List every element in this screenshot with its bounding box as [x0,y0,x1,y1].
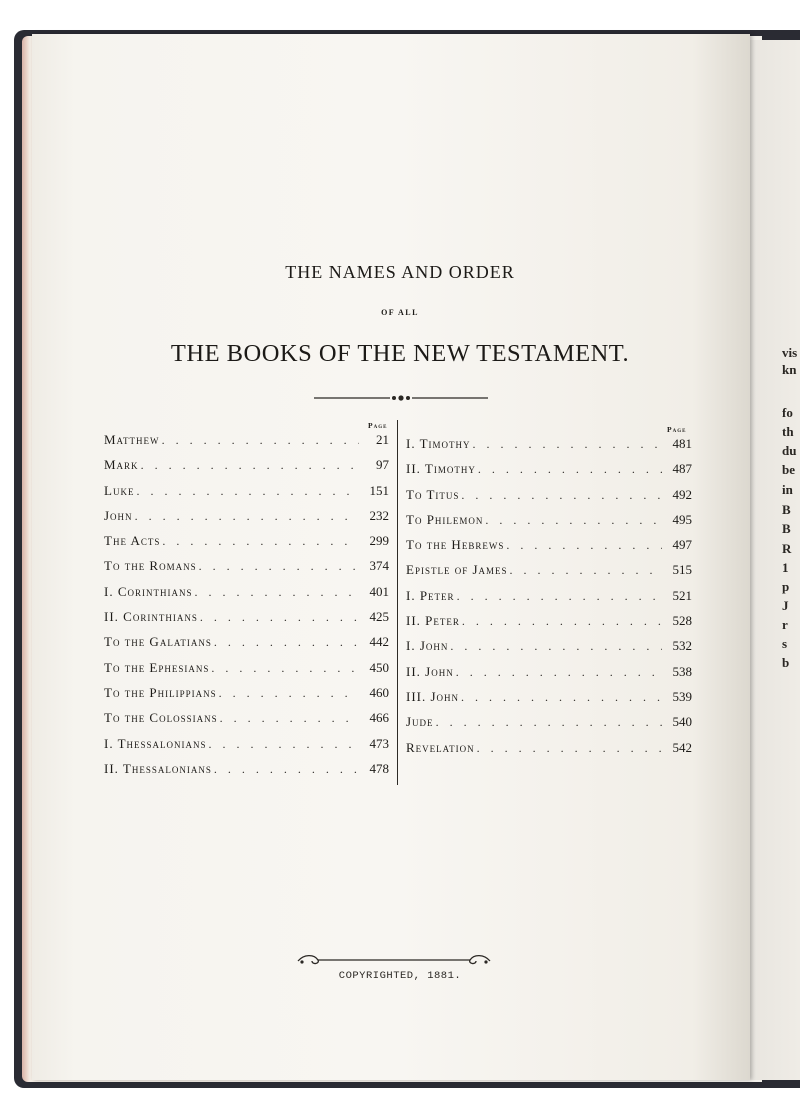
dot-leader [485,513,662,528]
book-name: II. Corinthians [104,609,198,625]
heading-names-and-order: THE NAMES AND ORDER [285,262,515,282]
facing-page-fragment: r [782,617,788,632]
book-name: II. Timothy [406,461,476,477]
ornamental-rule-icon [314,393,488,403]
contents-entry [406,537,692,562]
dot-leader [214,635,359,650]
book-name: I. John [406,638,449,654]
book-name: To the Hebrews [406,537,505,553]
contents-entry [406,512,692,537]
page-number: 97 [376,457,389,473]
page-number: 497 [672,537,692,553]
contents-entry [406,461,692,486]
dot-leader [457,589,662,604]
contents-entry [104,457,389,482]
page-number: 450 [369,659,389,675]
contents-entry [406,487,692,512]
dot-leader [462,614,662,629]
dot-leader [199,559,359,574]
dot-leader [478,462,662,477]
page-number: 487 [672,461,692,477]
dot-leader [209,737,359,752]
dot-leader [141,458,359,473]
contents-entry [406,740,692,765]
facing-page-fragment: b [782,655,790,670]
page-number: 532 [672,638,692,654]
page-number: 299 [369,533,389,549]
book-name: To the Romans [104,558,197,574]
contents-entry [104,432,389,457]
book-name: Revelation [406,739,475,755]
contents-entry [406,664,692,689]
facing-page-fragment: 1 [782,560,789,575]
facing-page-fragment: vis [782,345,798,360]
contents-entry [104,660,389,685]
contents-entry [406,436,692,461]
dot-leader [220,711,359,726]
dot-leader [136,484,359,499]
facing-page-fragment: th [782,424,794,439]
facing-page-fragment: fo [782,405,793,420]
book-name: Jude [406,714,434,730]
page-column-label-right: Page [667,425,687,434]
book-name: Epistle of James [406,562,508,578]
book-name: Matthew [104,432,160,447]
page-number: 542 [672,739,692,755]
page-number: 521 [672,587,692,603]
book-name: To Philemon [406,511,484,527]
page-number: 478 [369,760,389,776]
dot-leader [162,433,359,448]
dot-leader [461,488,662,503]
contents-entry [104,584,389,609]
facing-page-fragment: kn [782,362,797,377]
show-through [280,90,520,106]
page-number: 460 [369,684,389,700]
page-number: 540 [672,714,692,730]
contents-column-right [406,436,692,765]
page-number: 495 [672,511,692,527]
copyright-notice: COPYRIGHTED, 1881. [338,970,462,982]
contents-entry [104,533,389,558]
facing-page-fragment: be [782,462,795,477]
page-number: 515 [672,562,692,578]
page-number: 492 [672,486,692,502]
book-name: I. Corinthians [104,583,193,599]
facing-page-fragment: B [782,502,791,517]
page-number: 528 [672,613,692,629]
dot-leader [510,563,662,578]
facing-page-fragment: B [782,521,791,536]
page-number: 539 [672,688,692,704]
dot-leader [195,585,360,600]
book-name: I. Thessalonians [104,735,207,751]
book-name: II. Peter [406,613,460,629]
dot-leader [200,610,359,625]
book-name: To the Colossians [104,710,218,726]
contents-entry [104,634,389,659]
dot-leader [162,534,359,549]
facing-page-fragment: s [782,636,788,651]
page-number: 538 [672,663,692,679]
page-column-label-left: Page [368,421,388,430]
contents-entry [406,562,692,587]
page-number: 232 [369,507,389,523]
contents-entry [406,588,692,613]
contents-entry [104,483,389,508]
facing-page-fragment: R [782,541,792,556]
contents-entry [406,613,692,638]
dot-leader [477,741,662,756]
page-number: 481 [672,436,692,451]
page-number: 466 [369,710,389,726]
page-number: 473 [369,735,389,751]
book-name: Luke [104,482,135,498]
contents-entry [406,638,692,663]
show-through [100,200,700,260]
page-title: THE BOOKS OF THE NEW TESTAMENT. [170,340,630,367]
dot-leader [456,665,662,680]
contents-entry [104,736,389,761]
page-number: 425 [369,609,389,625]
heading-of-all: OF ALL [381,308,419,317]
page-number: 21 [376,432,389,447]
dot-leader [473,437,662,452]
contents-entry [104,558,389,583]
book-name: I. Peter [406,587,455,603]
page-number: 442 [369,634,389,650]
contents-entry [406,714,692,739]
facing-page-fragment: in [782,482,793,497]
contents-entry [406,689,692,714]
contents-entry [104,761,389,786]
dot-leader [506,538,662,553]
book-name: II. John [406,663,454,679]
book-name: To Titus [406,486,460,502]
column-divider [397,420,398,785]
dot-leader [211,661,359,676]
dot-leader [436,715,662,730]
facing-page-fragment: du [782,443,797,458]
scroll-ornament-icon [294,952,494,968]
contents-entry [104,710,389,735]
book-name: I. Timothy [406,436,471,451]
page-number: 374 [369,558,389,574]
contents-entry [104,508,389,533]
contents-entry [104,609,389,634]
dot-leader [450,639,662,654]
book-name: Mark [104,457,139,473]
book-name: To the Galatians [104,634,212,650]
book-name: II. Thessalonians [104,760,212,776]
facing-page-fragment: J [782,598,789,613]
page-number: 401 [369,583,389,599]
facing-page-fragment: p [782,579,790,594]
book-name: To the Ephesians [104,659,210,675]
page-number: 151 [369,482,389,498]
dot-leader [219,686,359,701]
dot-leader [135,509,359,524]
book-name: John [104,507,133,523]
book-name: To the Philippians [104,684,217,700]
contents-entry [104,685,389,710]
book-name: III. John [406,688,460,704]
dot-leader [214,762,359,777]
contents-column-left [104,432,389,786]
dot-leader [461,690,662,705]
book-name: The Acts [104,533,161,549]
